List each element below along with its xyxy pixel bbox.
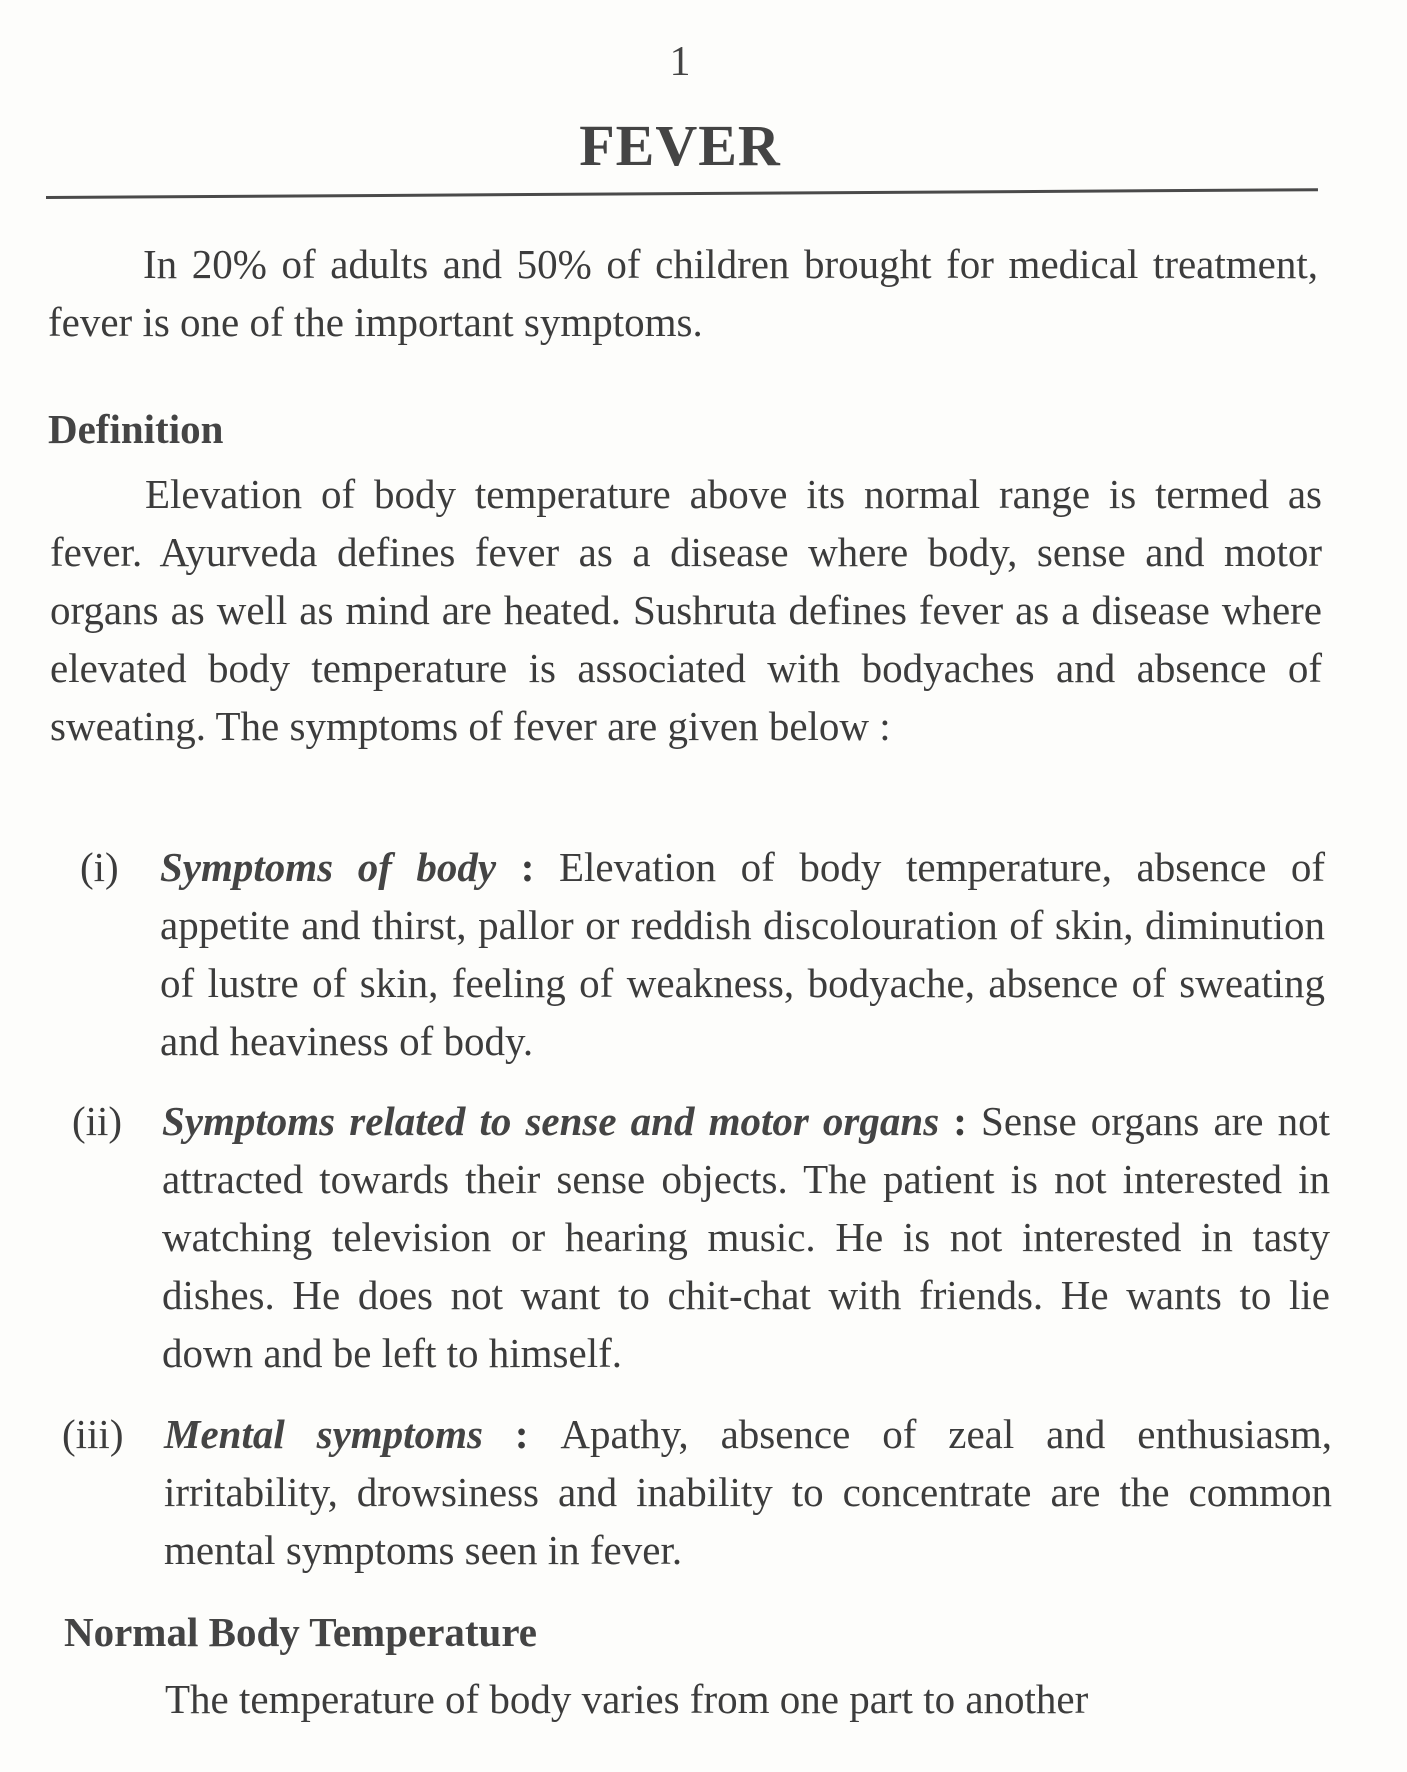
definition-text: Elevation of body temperature above its normal range is termed as fever. Ayurveda defines fever as a disease where body, sense and motor organs as well as mind are heated. Sushruta defines fever as a disease where elevated body temperature is associated with bodyaches and absence of sweating. The symptoms of fever are given below : <box>50 471 1322 749</box>
item-term: Mental symptoms <box>164 1411 483 1457</box>
item-term: Symptoms related to sense and motor organs <box>162 1098 940 1144</box>
title-divider <box>46 188 1318 199</box>
intro-paragraph <box>48 235 1318 351</box>
item-marker: (i) <box>80 844 119 890</box>
item-marker: (ii) <box>72 1098 123 1144</box>
normal-temperature-text: The temperature of body varies from one part to another <box>165 1676 1089 1722</box>
item-marker: (iii) <box>62 1411 124 1457</box>
section-heading-definition: Definition <box>48 406 224 452</box>
item-text: Apathy, absence of zeal and enthusiasm, irritability, drowsiness and inability to concentrate are the common mental symptoms seen in fever. <box>164 1411 1332 1573</box>
intro-text: In 20% of adults and 50% of children brought for medical treatment, fever is one of the important symptoms. <box>48 241 1318 345</box>
chapter-number: 1 <box>669 39 691 85</box>
item-text: Sense organs are not attracted towards their sense objects. The patient is not interested in watching television or hearing music. He is not interested in tasty dishes. He does not want to chit-chat with friends. He wants to lie down and be left to himself. <box>162 1098 1331 1376</box>
section-heading-normal-temperature: Normal Body Temperature <box>64 1609 538 1655</box>
chapter-title: FEVER <box>579 113 781 178</box>
item-text: Elevation of body temperature, absence of appetite and thirst, pallor or reddish discolouration of skin, diminution of lustre of skin, feeling of weakness, bodyache, absence of sweating and heaviness of body. <box>160 844 1326 1064</box>
item-body: Mental symptoms : Apathy, absence of zeal and enthusiasm, irritability, drowsiness and inability to concentrate are the common mental symptoms seen in fever. <box>164 1411 1332 1573</box>
normal-temperature-paragraph <box>70 1670 1340 1728</box>
item-body: Symptoms of body : Elevation of body temperature, absence of appetite and thirst, pallor or reddish discolouration of skin, diminution of lustre of skin, feeling of weakness, bodyache, absence of sweating and heaviness of body. <box>160 844 1326 1064</box>
item-body: Symptoms related to sense and motor organs : Sense organs are not attracted towards their sense objects. The patient is not interested in watching television or hearing music. He is not interested in tasty dishes. He does not want to chit-chat with friends. He wants to lie down and be left to himself. <box>162 1098 1331 1376</box>
definition-paragraph <box>50 465 1322 755</box>
item-term: Symptoms of body <box>160 844 497 890</box>
